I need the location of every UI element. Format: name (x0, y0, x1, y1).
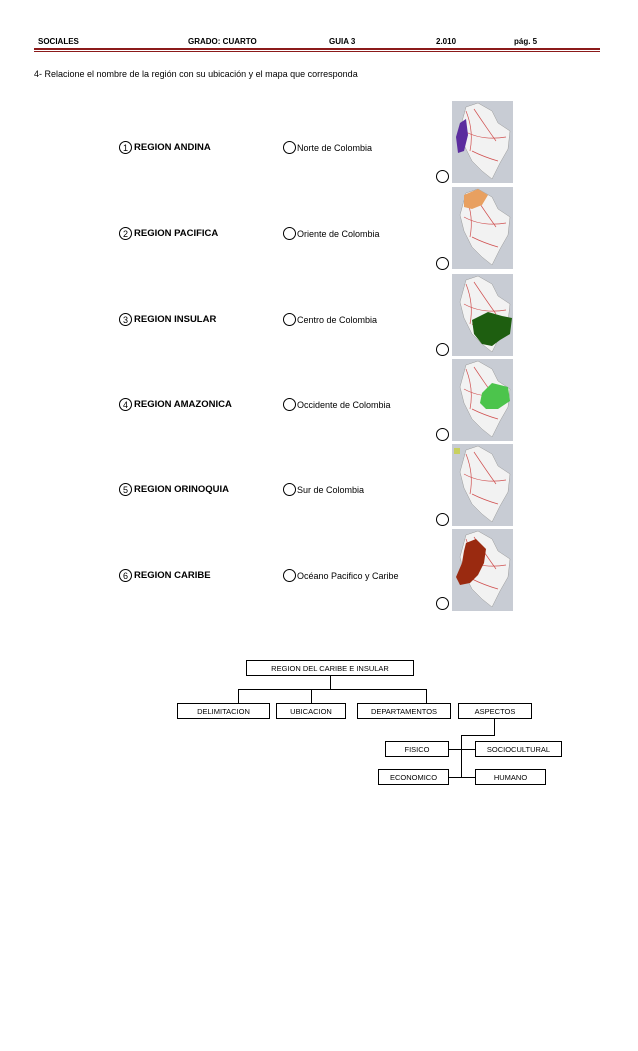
map-answer-circle-1[interactable] (436, 170, 449, 183)
diagram-box-aspectos: ASPECTOS (458, 703, 532, 719)
connector (449, 777, 475, 778)
connector (238, 689, 239, 703)
answer-circle[interactable] (283, 398, 296, 411)
number-circle: 3 (119, 313, 132, 326)
diagram-root-box: REGION DEL CARIBE E INSULAR (246, 660, 414, 676)
header-rule (34, 48, 600, 50)
map-answer-circle-2[interactable] (436, 257, 449, 270)
connector (238, 689, 427, 690)
number-circle: 5 (119, 483, 132, 496)
region-name-2: 2 REGION PACIFICA (119, 227, 218, 240)
map-answer-circle-5[interactable] (436, 513, 449, 526)
colombia-map-6 (452, 529, 513, 611)
number-circle: 4 (119, 398, 132, 411)
header-guide: GUIA 3 (329, 37, 356, 46)
region-name-1: 1 REGION ANDINA (119, 141, 211, 154)
instruction-text: 4- Relacione el nombre de la región con su ubicación y el mapa que corresponda (34, 69, 358, 79)
number-circle: 1 (119, 141, 132, 154)
answer-circle[interactable] (283, 569, 296, 582)
answer-circle[interactable] (283, 313, 296, 326)
map-answer-circle-3[interactable] (436, 343, 449, 356)
location-option-6[interactable]: Océano Pacifico y Caribe (283, 569, 399, 582)
connector (494, 719, 495, 735)
connector (449, 749, 475, 750)
map-answer-circle-6[interactable] (436, 597, 449, 610)
number-circle: 2 (119, 227, 132, 240)
connector (461, 735, 462, 777)
diagram-box-ubicacion: UBICACION (276, 703, 346, 719)
diagram-box-departamentos: DEPARTAMENTOS (357, 703, 451, 719)
location-option-4[interactable]: Occidente de Colombia (283, 398, 391, 411)
colombia-map-1 (452, 101, 513, 183)
header-grade: GRADO: CUARTO (188, 37, 257, 46)
location-option-1[interactable]: Norte de Colombia (283, 141, 372, 154)
header-year: 2.010 (436, 37, 457, 46)
diagram-box-fisico: FISICO (385, 741, 449, 757)
header-rule-thin (34, 51, 600, 52)
location-option-5[interactable]: Sur de Colombia (283, 483, 364, 496)
region-highlight (454, 448, 460, 454)
location-option-2[interactable]: Oriente de Colombia (283, 227, 380, 240)
diagram-box-economico: ECONOMICO (378, 769, 449, 785)
answer-circle[interactable] (283, 483, 296, 496)
region-name-6: 6 REGION CARIBE (119, 569, 211, 582)
answer-circle[interactable] (283, 227, 296, 240)
header-page: pág. 5 (514, 37, 538, 46)
connector (311, 689, 312, 703)
connector (330, 676, 331, 689)
region-name-3: 3 REGION INSULAR (119, 313, 216, 326)
colombia-map-2 (452, 187, 513, 269)
number-circle: 6 (119, 569, 132, 582)
connector (461, 735, 495, 736)
region-name-4: 4 REGION AMAZONICA (119, 398, 232, 411)
location-option-3[interactable]: Centro de Colombia (283, 313, 377, 326)
diagram-box-delimitacion: DELIMITACION (177, 703, 270, 719)
region-name-5: 5 REGION ORINOQUIA (119, 483, 229, 496)
diagram-box-sociocultural: SOCIOCULTURAL (475, 741, 562, 757)
colombia-map-3 (452, 274, 513, 356)
answer-circle[interactable] (283, 141, 296, 154)
colombia-map-5 (452, 444, 513, 526)
diagram-box-humano: HUMANO (475, 769, 546, 785)
map-answer-circle-4[interactable] (436, 428, 449, 441)
header-subject: SOCIALES (38, 37, 79, 46)
colombia-map-4 (452, 359, 513, 441)
connector (426, 689, 427, 703)
